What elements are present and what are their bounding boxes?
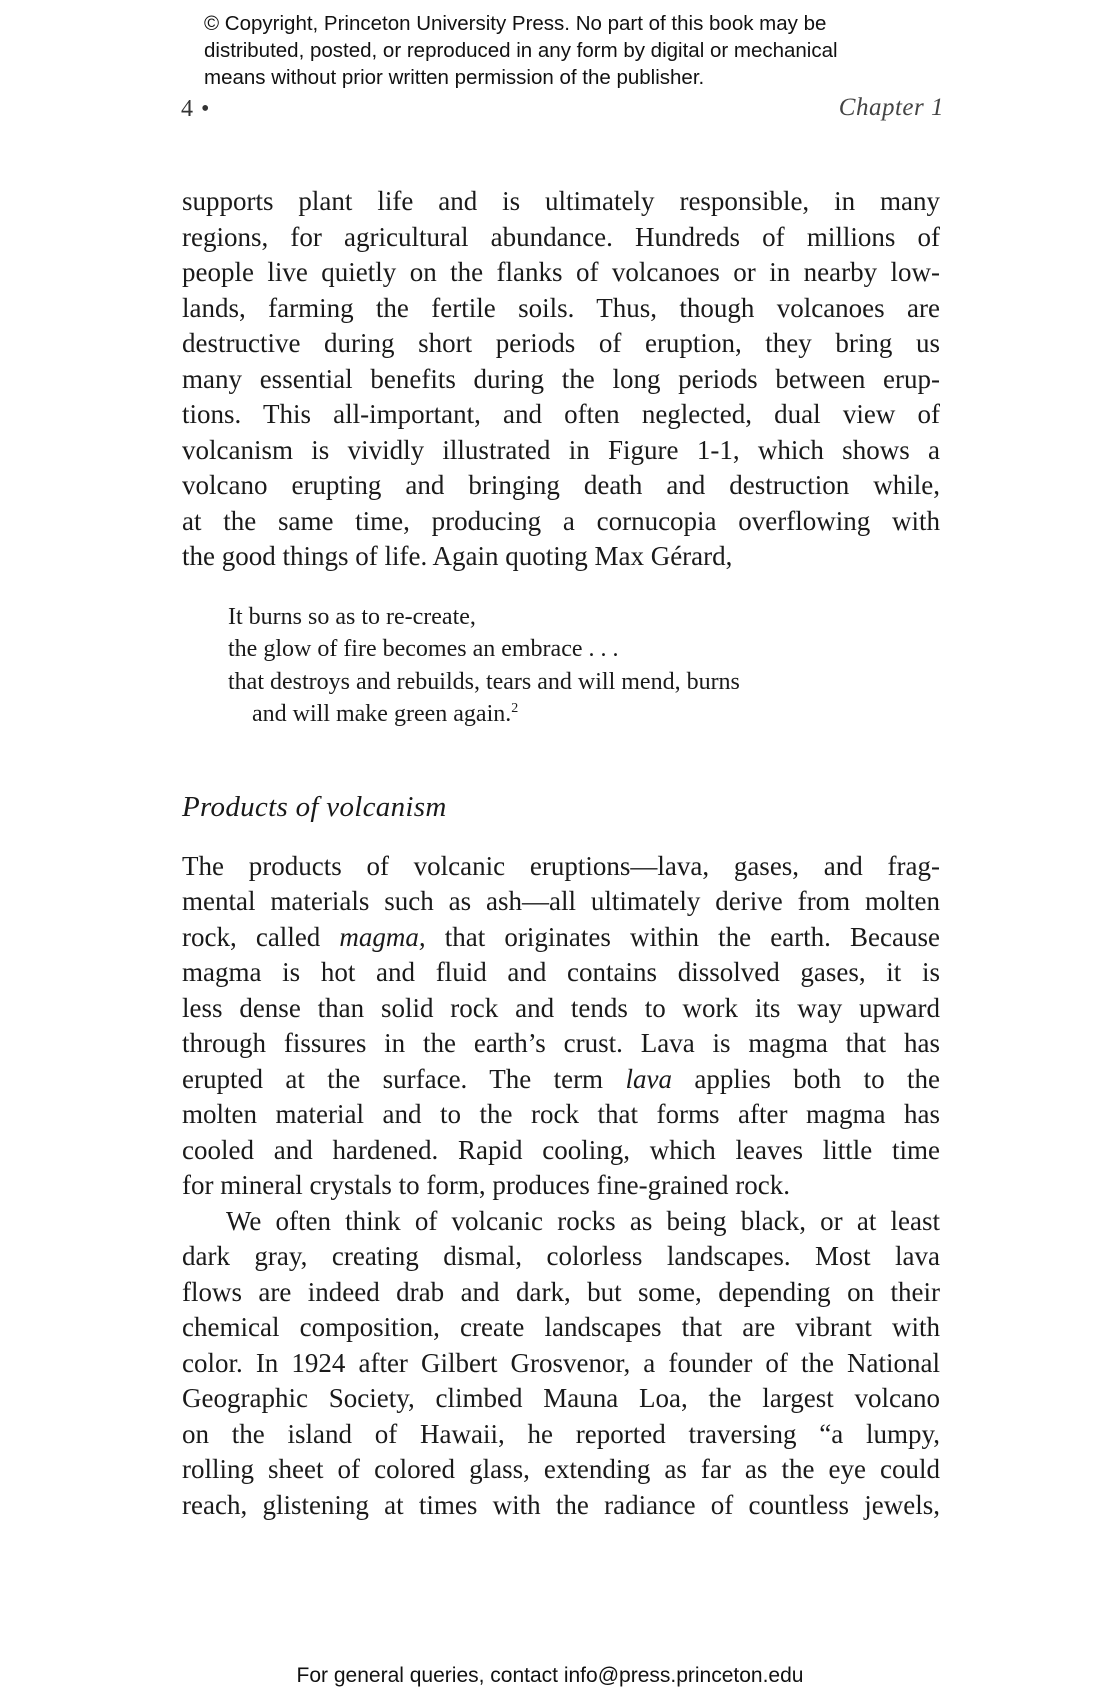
text-line: through fissures in the earth’s crust. Lava is magma that has	[182, 1028, 940, 1058]
text-line: Geographic Society, climbed Mauna Loa, the largest volcano	[182, 1383, 940, 1413]
quote-line	[228, 698, 940, 731]
copyright-line: means without prior written permission of the publisher.	[204, 66, 705, 89]
running-head: Chapter 1	[838, 94, 944, 121]
text-line: magma is hot and fluid and contains dissolved gases, it is	[182, 957, 940, 987]
text-line: on the island of Hawaii, he reported traversing “a lumpy,	[182, 1418, 940, 1449]
text-line: flows are indeed drab and dark, but some, depending on their	[182, 1276, 940, 1307]
text-run: that originates within the earth. Because	[425, 921, 940, 952]
text-line: regions, for agricultural abundance. Hundreds of millions of	[182, 221, 940, 252]
contact-footer: For general queries, contact info@press.princeton.edu	[296, 1664, 804, 1687]
text-line: less dense than solid rock and tends to work its way upward	[182, 992, 940, 1023]
text-line: rolling sheet of colored glass, extending as far as the eye could	[182, 1454, 940, 1484]
quote-continuation: and will make green again.	[252, 701, 512, 727]
text-run: rock, called	[182, 921, 340, 952]
text-line: cooled and hardened. Rapid cooling, which leaves little time	[182, 1134, 940, 1165]
text-line: molten material and to the rock that forms after magma has	[182, 1099, 940, 1129]
paragraph	[182, 1204, 940, 1524]
text-line: volcanism is vividly illustrated in Figure 1-1, which shows a	[182, 434, 940, 465]
quote-line: that destroys and rebuilds, tears and will mend, burns	[228, 668, 740, 695]
quote-line: the glow of fire becomes an embrace . . .	[228, 636, 619, 662]
text-line: for mineral crystals to form, produces fine-grained rock.	[182, 1170, 791, 1200]
quote-line: It burns so as to re-create,	[228, 603, 476, 630]
section-heading: Products of volcanism	[182, 790, 447, 823]
text-line: We often think of volcanic rocks as being black, or at least	[226, 1205, 940, 1236]
italic-term: magma,	[339, 921, 426, 952]
copyright-line: © Copyright, Princeton University Press. No part of this book may be	[204, 12, 827, 35]
text-line: people live quietly on the flanks of volcanoes or in nearby low-	[182, 257, 940, 287]
text-line: mental materials such as ash—all ultimately derive from molten	[182, 886, 940, 916]
text-line	[182, 1062, 940, 1098]
text-line: volcano erupting and bringing death and destruction while,	[182, 470, 940, 500]
text-run: applies both to the	[671, 1063, 940, 1094]
text-block	[182, 184, 940, 1523]
text-line: The products of volcanic eruptions—lava, gases, and frag-	[182, 850, 940, 881]
paragraph	[182, 184, 940, 575]
copyright-notice	[204, 10, 964, 91]
text-line: reach, glistening at times with the radiance of countless jewels,	[182, 1489, 940, 1520]
text-line: lands, farming the fertile soils. Thus, though volcanoes are	[182, 292, 940, 323]
text-line: tions. This all-important, and often neglected, dual view of	[182, 399, 940, 429]
text-line: supports plant life and is ultimately responsible, in many	[182, 186, 940, 216]
page-number: 4 •	[181, 96, 211, 122]
block-quote	[228, 601, 940, 731]
text-line: chemical composition, create landscapes that are vibrant with	[182, 1312, 940, 1342]
text-run: erupted at the surface. The term	[182, 1063, 626, 1094]
text-line: destructive during short periods of eruption, they bring us	[182, 328, 940, 358]
text-line: the good things of life. Again quoting Max Gérard,	[182, 541, 733, 571]
italic-term: lava	[625, 1063, 672, 1094]
text-line: at the same time, producing a cornucopia overflowing with	[182, 505, 940, 536]
text-line	[182, 920, 940, 956]
footnote-reference: 2	[511, 701, 519, 716]
text-line: many essential benefits during the long periods between erup-	[182, 363, 940, 394]
paragraph	[182, 849, 940, 1204]
copyright-line: distributed, posted, or reproduced in any form by digital or mechanical	[204, 39, 838, 62]
text-line: color. In 1924 after Gilbert Grosvenor, a founder of the National	[182, 1347, 940, 1378]
text-line: dark gray, creating dismal, colorless landscapes. Most lava	[182, 1241, 940, 1271]
